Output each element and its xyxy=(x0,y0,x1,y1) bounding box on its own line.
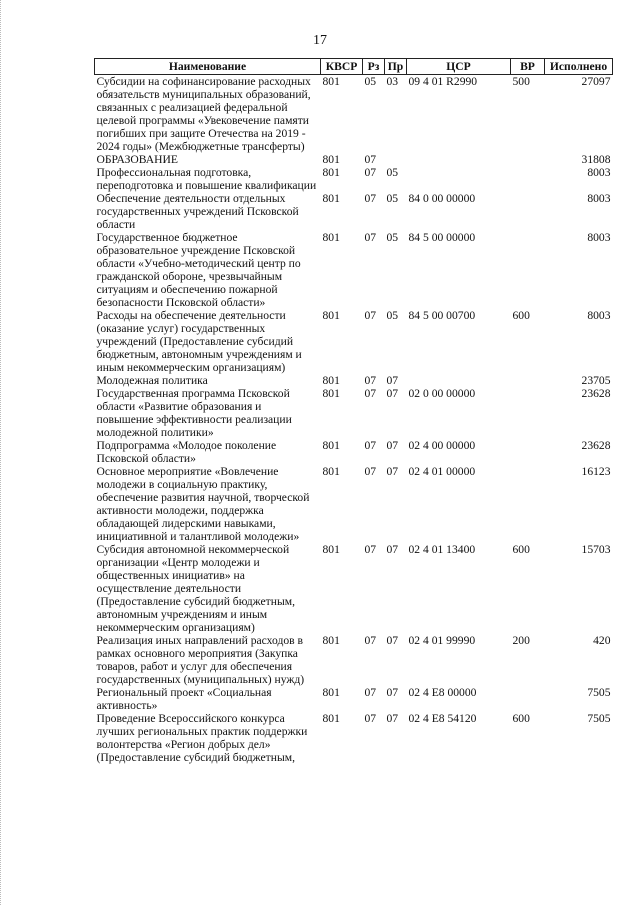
row-csr xyxy=(407,166,511,192)
row-csr xyxy=(407,374,511,387)
row-vr xyxy=(511,192,545,231)
row-sum: 8003 xyxy=(587,231,611,244)
row-sum: 8003 xyxy=(587,192,611,205)
row-pr: 03 xyxy=(386,75,399,88)
table-row xyxy=(95,166,613,192)
row-name: Основное мероприятие «Вовлечение молодежи в социальную практику, обеспечение развития научной, творческой активности молодежи, поддержка обладающей лидерскими навыками, инициативной и талантливой молодежи» xyxy=(96,465,310,543)
row-name: Подпрограмма «Молодое поколение Псковской области» xyxy=(96,439,277,465)
header-rz: Рз xyxy=(363,59,385,75)
row-vr: 200 xyxy=(512,634,530,647)
row-pr: 07 xyxy=(386,634,399,647)
row-rz: 07 xyxy=(364,192,377,205)
row-vr xyxy=(511,439,545,465)
row-csr: 84 5 00 00700 xyxy=(408,309,476,322)
row-sum: 7505 xyxy=(587,686,611,699)
row-vr: 600 xyxy=(512,712,530,725)
row-name: Региональный проект «Социальная активность» xyxy=(96,686,272,712)
row-rz: 07 xyxy=(364,231,377,244)
row-sum: 27097 xyxy=(581,75,611,88)
header-name: Наименование xyxy=(95,59,321,75)
header-csr: ЦСР xyxy=(407,59,511,75)
row-pr: 05 xyxy=(386,192,399,205)
row-kvsr: 801 xyxy=(322,309,340,322)
row-csr: 84 5 00 00000 xyxy=(408,231,476,244)
row-vr: 600 xyxy=(512,309,530,322)
row-name: Молодежная политика xyxy=(96,374,208,387)
scan-edge xyxy=(0,0,3,905)
row-kvsr: 801 xyxy=(322,231,340,244)
row-csr: 02 4 01 99990 xyxy=(408,634,476,647)
row-name: Профессиональная подготовка, переподготовка и повышение квалификации xyxy=(96,166,317,192)
budget-table xyxy=(94,58,613,764)
row-pr: 07 xyxy=(386,712,399,725)
row-sum: 23628 xyxy=(581,439,611,452)
row-kvsr: 801 xyxy=(322,634,340,647)
row-csr: 02 4 00 00000 xyxy=(408,439,476,452)
header-kvsr: КВСР xyxy=(321,59,363,75)
row-pr: 05 xyxy=(386,231,399,244)
row-rz: 07 xyxy=(364,712,377,725)
row-sum: 23705 xyxy=(581,374,611,387)
table-row xyxy=(95,387,613,439)
row-sum: 31808 xyxy=(581,153,611,166)
row-rz: 07 xyxy=(364,634,377,647)
row-pr: 05 xyxy=(386,309,399,322)
row-kvsr: 801 xyxy=(322,192,340,205)
table-row xyxy=(95,686,613,712)
table-row xyxy=(95,153,613,166)
row-vr xyxy=(511,465,545,543)
row-vr xyxy=(511,231,545,309)
row-pr: 07 xyxy=(386,543,399,556)
row-kvsr: 801 xyxy=(322,465,340,478)
row-rz: 07 xyxy=(364,465,377,478)
row-rz: 07 xyxy=(364,374,377,387)
row-rz: 07 xyxy=(364,309,377,322)
row-name: Проведение Всероссийского конкурса лучших региональных практик поддержки волонтерства «Регион добрых дел» (Предоставление субсидий бюджетным, xyxy=(96,712,308,764)
header-sum: Исполнено xyxy=(545,59,613,75)
row-vr xyxy=(511,387,545,439)
row-sum: 7505 xyxy=(587,712,611,725)
table-row xyxy=(95,231,613,309)
row-pr: 07 xyxy=(386,374,399,387)
row-pr: 07 xyxy=(386,439,399,452)
row-rz: 07 xyxy=(364,153,377,166)
row-csr: 02 0 00 00000 xyxy=(408,387,476,400)
row-csr: 09 4 01 R2990 xyxy=(408,75,478,88)
row-rz: 07 xyxy=(364,686,377,699)
row-name: ОБРАЗОВАНИЕ xyxy=(96,153,178,166)
row-sum: 8003 xyxy=(587,309,611,322)
row-kvsr: 801 xyxy=(322,686,340,699)
row-name: Государственное бюджетное образовательное учреждение Псковской области «Учебно-методический центр по гражданской обороне, чрезвычайным ситуациям и обеспечению пожарной безопасности Псковской области» xyxy=(96,231,301,309)
row-csr: 02 4 E8 54120 xyxy=(408,712,477,725)
table-row xyxy=(95,309,613,374)
row-pr: 07 xyxy=(386,387,399,400)
table-row xyxy=(95,712,613,764)
row-vr xyxy=(511,166,545,192)
row-name: Реализация иных направлений расходов в рамках основного мероприятия (Закупка товаров, работ и услуг для обеспечения государственных (муниципальных) нужд) xyxy=(96,634,305,686)
row-csr: 02 4 E8 00000 xyxy=(408,686,477,699)
row-name: Обеспечение деятельности отдельных государственных учреждений Псковской области xyxy=(96,192,299,231)
row-csr: 84 0 00 00000 xyxy=(408,192,476,205)
row-vr xyxy=(511,686,545,712)
row-csr xyxy=(407,153,511,166)
table-row xyxy=(95,439,613,465)
row-pr: 07 xyxy=(386,465,399,478)
row-pr: 05 xyxy=(386,166,399,179)
row-kvsr: 801 xyxy=(322,153,340,166)
table-row xyxy=(95,465,613,543)
table-row xyxy=(95,75,613,154)
row-sum: 8003 xyxy=(587,166,611,179)
row-rz: 07 xyxy=(364,166,377,179)
row-pr xyxy=(385,153,407,166)
row-sum: 15703 xyxy=(581,543,611,556)
row-kvsr: 801 xyxy=(322,75,340,88)
table-row xyxy=(95,192,613,231)
row-rz: 07 xyxy=(364,543,377,556)
row-vr xyxy=(511,374,545,387)
row-vr: 600 xyxy=(512,543,530,556)
row-name: Государственная программа Псковской области «Развитие образования и повышение эффективности реализации молодежной политики» xyxy=(96,387,292,439)
table-row xyxy=(95,374,613,387)
row-kvsr: 801 xyxy=(322,374,340,387)
row-kvsr: 801 xyxy=(322,543,340,556)
row-sum: 420 xyxy=(593,634,611,647)
row-csr: 02 4 01 00000 xyxy=(408,465,476,478)
row-sum: 16123 xyxy=(581,465,611,478)
row-rz: 05 xyxy=(364,75,377,88)
header-vr: ВР xyxy=(511,59,545,75)
row-name: Субсидии на софинансирование расходных обязательств муниципальных образований, связанных с реализацией федеральной целевой программы «Увековечение памяти погибших при защите Отечества на 2019 - 2024 годы» (Межбюджетные трансферты) xyxy=(96,75,311,153)
row-kvsr: 801 xyxy=(322,387,340,400)
row-rz: 07 xyxy=(364,387,377,400)
row-pr: 07 xyxy=(386,686,399,699)
row-vr: 500 xyxy=(512,75,530,88)
table-body xyxy=(95,75,613,765)
row-csr: 02 4 01 13400 xyxy=(408,543,476,556)
row-kvsr: 801 xyxy=(322,439,340,452)
table-row xyxy=(95,634,613,686)
row-sum: 23628 xyxy=(581,387,611,400)
page-number: 17 xyxy=(313,33,327,48)
row-kvsr: 801 xyxy=(322,166,340,179)
row-kvsr: 801 xyxy=(322,712,340,725)
row-name: Расходы на обеспечение деятельности (оказание услуг) государственных учреждений (Предоставление субсидий бюджетным, автономным учреждениям и иным некоммерческим организациям) xyxy=(96,309,302,374)
header-pr: Пр xyxy=(385,59,407,75)
row-name: Субсидия автономной некоммерческой организации «Центр молодежи и общественных инициатив» на осуществление деятельности (Предоставление субсидий бюджетным, автономным учреждениям и иным некоммерческим организациям) xyxy=(96,543,295,634)
row-rz: 07 xyxy=(364,439,377,452)
table-header xyxy=(95,59,613,75)
row-vr xyxy=(511,153,545,166)
table-row xyxy=(95,543,613,634)
